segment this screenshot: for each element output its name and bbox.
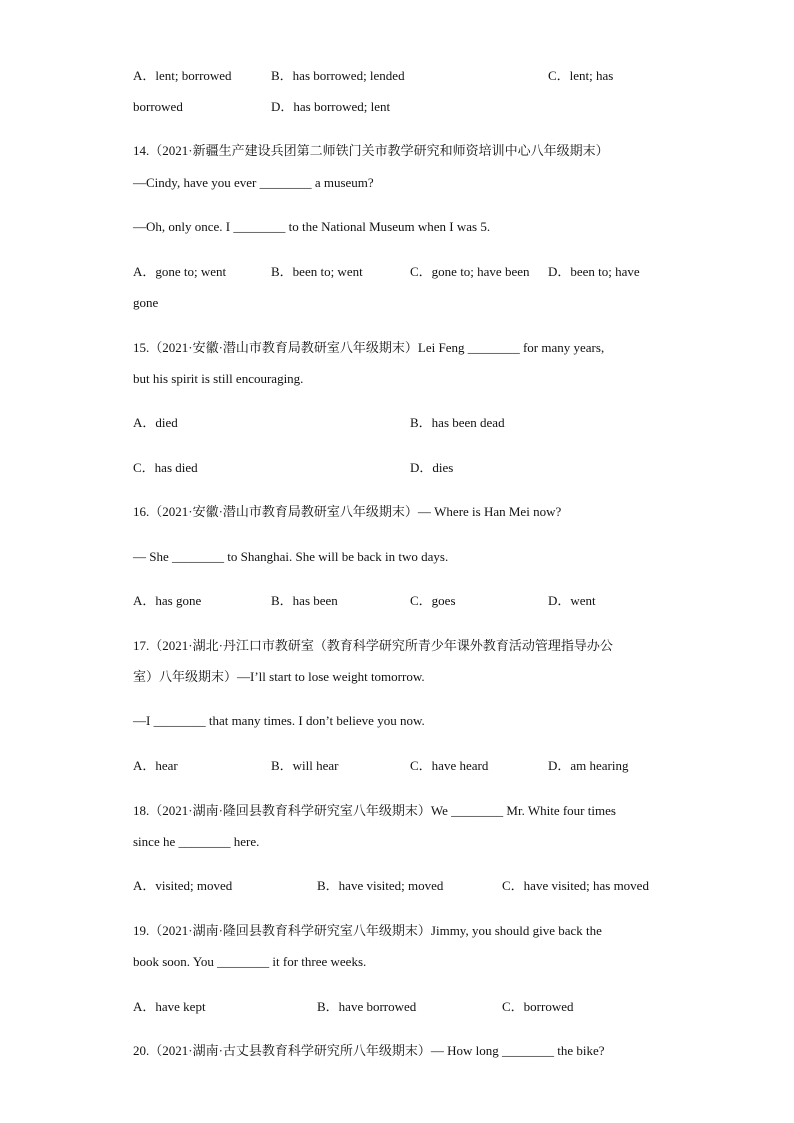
q17-option-d[interactable]: D．am hearing bbox=[548, 758, 629, 773]
q18-option-a[interactable]: A．visited; moved bbox=[133, 878, 233, 893]
q15-stem-line-2: but his spirit is still encouraging. bbox=[133, 371, 304, 386]
q18-stem-line-2: since he ________ here. bbox=[133, 834, 260, 849]
q15-option-a[interactable]: A．died bbox=[133, 415, 178, 430]
q17-option-a[interactable]: A．hear bbox=[133, 758, 178, 773]
q19-stem-line-2: book soon. You ________ it for three weeks. bbox=[133, 954, 367, 969]
q17-option-b[interactable]: B．will hear bbox=[271, 758, 339, 773]
q17-stem-line-3: —I ________ that many times. I don’t believe you now. bbox=[133, 713, 425, 728]
q16-option-a[interactable]: A．has gone bbox=[133, 593, 202, 608]
q15-stem-line-1: 15.（2021·安徽·潜山市教育局教研室八年级期末）Lei Feng ________ for many years, bbox=[133, 340, 605, 355]
q14-option-a[interactable]: A．gone to; went bbox=[133, 264, 227, 279]
q14-option-c[interactable]: C．gone to; have been bbox=[410, 264, 530, 279]
q14-option-d-continued: gone bbox=[133, 295, 159, 310]
q16-stem-line-1: 16.（2021·安徽·潜山市教育局教研室八年级期末）— Where is Han Mei now? bbox=[133, 504, 562, 519]
q14-dialogue-line-1: —Cindy, have you ever ________ a museum? bbox=[133, 175, 374, 190]
q16-option-c[interactable]: C．goes bbox=[410, 593, 456, 608]
q15-option-d[interactable]: D．dies bbox=[410, 460, 454, 475]
q15-option-b[interactable]: B．has been dead bbox=[410, 415, 505, 430]
q17-stem-line-1: 17.（2021·湖北·丹江口市教研室（教育科学研究所青少年课外教育活动管理指导办公 bbox=[133, 638, 613, 653]
q16-option-d[interactable]: D．went bbox=[548, 593, 596, 608]
q17-stem-line-2: 室）八年级期末）—I’ll start to lose weight tomorrow. bbox=[133, 669, 425, 684]
q13-option-a[interactable]: A．lent; borrowed bbox=[133, 68, 232, 83]
q14-option-b[interactable]: B．been to; went bbox=[271, 264, 363, 279]
q16-stem-line-2: — She ________ to Shanghai. She will be back in two days. bbox=[133, 549, 449, 564]
q13-option-c-continued: borrowed bbox=[133, 99, 183, 114]
q14-option-d[interactable]: D．been to; have bbox=[548, 264, 640, 279]
q13-option-b[interactable]: B．has borrowed; lended bbox=[271, 68, 405, 83]
q20-stem-line-1: 20.（2021·湖南·古丈县教育科学研究所八年级期末）— How long ________ the bike? bbox=[133, 1043, 605, 1058]
q14-header: 14.（2021·新疆生产建设兵团第二师铁门关市教学研究和师资培训中心八年级期末） bbox=[133, 143, 609, 158]
q13-option-c[interactable]: C．lent; has bbox=[548, 68, 614, 83]
q18-option-b[interactable]: B．have visited; moved bbox=[317, 878, 444, 893]
q14-dialogue-line-2: —Oh, only once. I ________ to the National Museum when I was 5. bbox=[133, 219, 491, 234]
q19-option-b[interactable]: B．have borrowed bbox=[317, 999, 417, 1014]
q15-option-c[interactable]: C．has died bbox=[133, 460, 198, 475]
q19-option-c[interactable]: C．borrowed bbox=[502, 999, 574, 1014]
q19-stem-line-1: 19.（2021·湖南·隆回县教育科学研究室八年级期末）Jimmy, you should give back the bbox=[133, 923, 602, 938]
q13-option-d[interactable]: D．has borrowed; lent bbox=[271, 99, 391, 114]
q18-option-c[interactable]: C．have visited; has moved bbox=[502, 878, 649, 893]
q18-stem-line-1: 18.（2021·湖南·隆回县教育科学研究室八年级期末）We ________ Mr. White four times bbox=[133, 803, 616, 818]
q16-option-b[interactable]: B．has been bbox=[271, 593, 338, 608]
q19-option-a[interactable]: A．have kept bbox=[133, 999, 206, 1014]
q17-option-c[interactable]: C．have heard bbox=[410, 758, 489, 773]
